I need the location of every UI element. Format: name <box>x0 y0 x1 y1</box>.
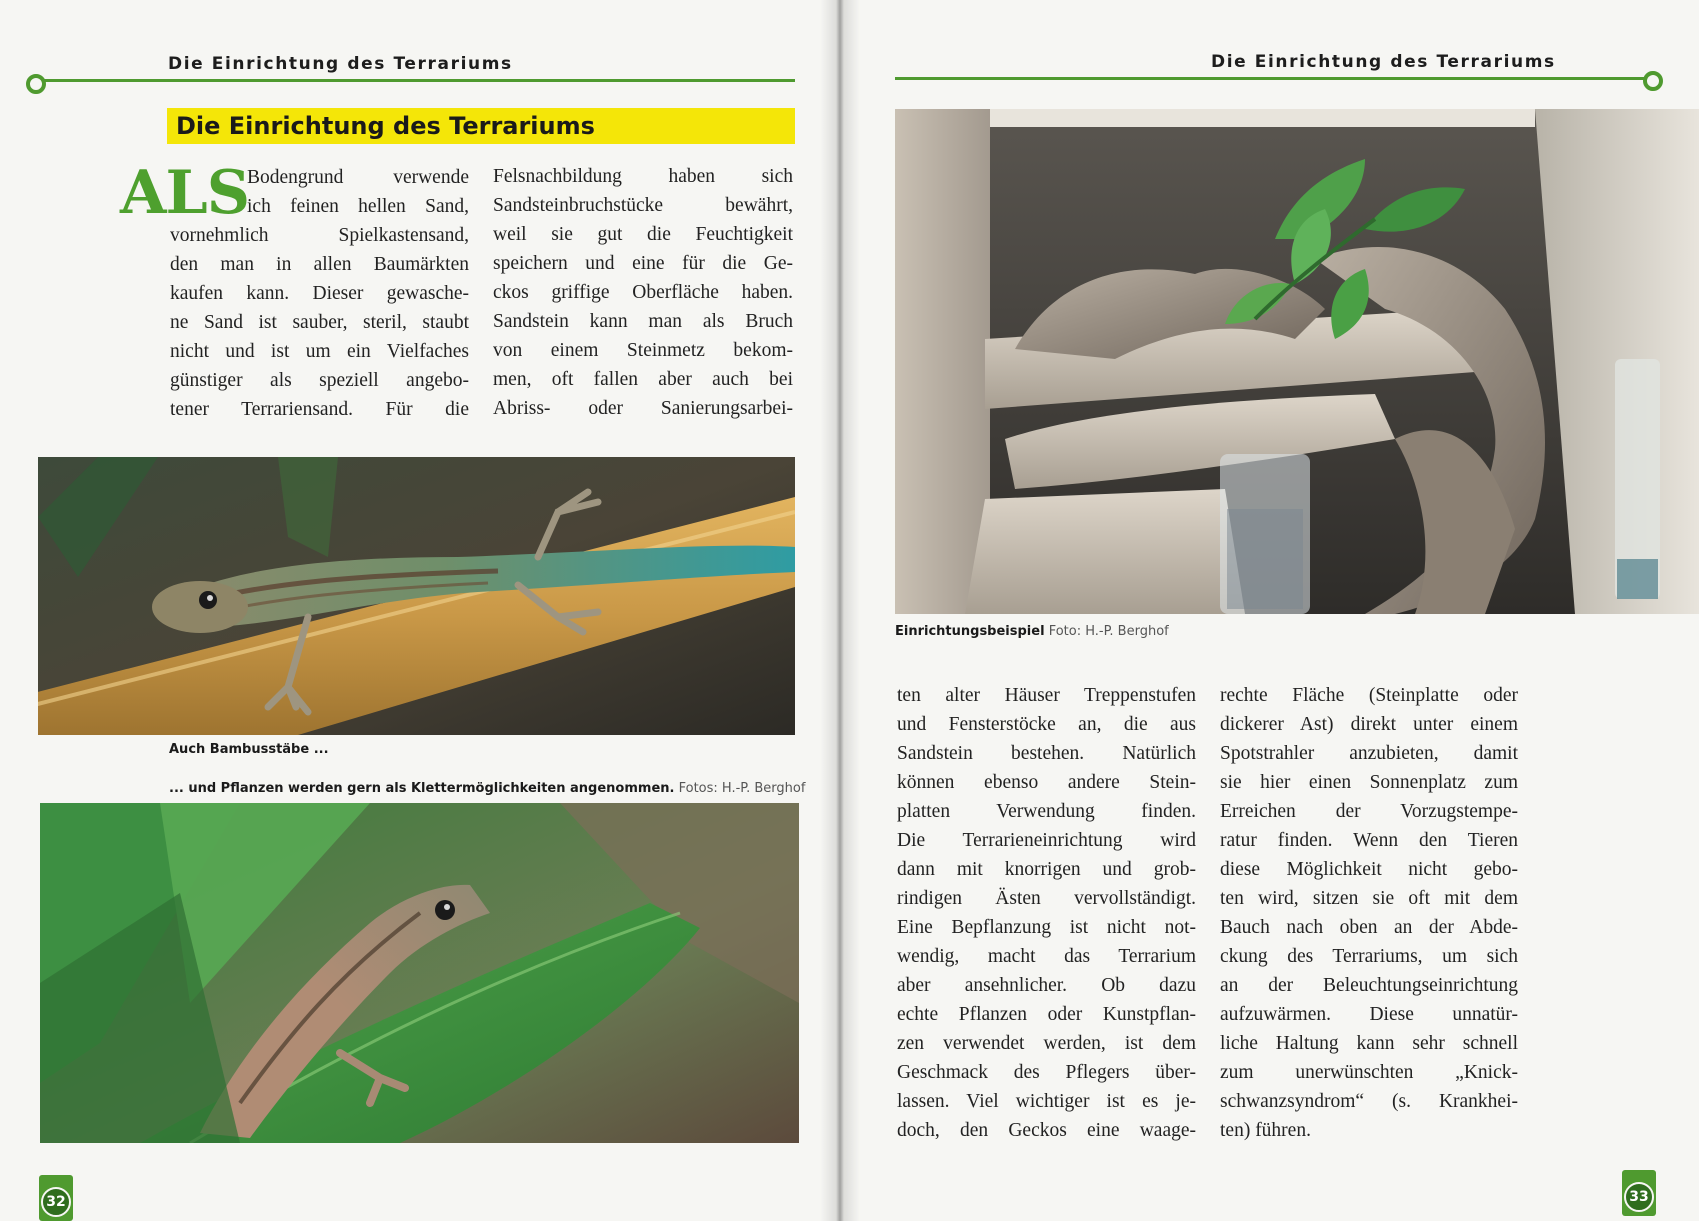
text-line: liche Haltung kann sehr schnell <box>1220 1033 1518 1054</box>
text-line: vornehmlich Spielkastensand, <box>170 225 469 246</box>
text-line: Spotstrahler anzubieten, damit <box>1220 743 1518 764</box>
text-line: Sandstein kann man als Bruch <box>493 311 793 332</box>
text-line: ten wird, sitzen sie oft mit dem <box>1220 888 1518 909</box>
page-number-badge-left <box>39 1175 73 1221</box>
text-line: tener Terrariensand. Für die <box>170 399 469 420</box>
text-line: wendig, macht das Terrarium <box>897 946 1196 967</box>
text-line: ne Sand ist sauber, steril, staubt <box>170 312 469 333</box>
text-line: weil sie gut die Feuchtigkeit <box>493 224 793 245</box>
text-line: rindigen Ästen vervollständigt. <box>897 888 1196 909</box>
text-line: den man in allen Baumärkten <box>170 254 469 275</box>
terrarium-illustration <box>895 109 1699 614</box>
text-line: Sandsteinbruchstücke bewährt, <box>493 195 793 216</box>
text-line: schwanzsyndrom“ (s. Krankhei- <box>1220 1091 1518 1112</box>
text-line: Die Terrarieneinrichtung wird <box>897 830 1196 851</box>
text-line: echte Pflanzen oder Kunstpflan- <box>897 1004 1196 1025</box>
rule-dot-right <box>1643 71 1663 91</box>
text-line: Felsnachbildung haben sich <box>493 166 793 187</box>
caption-terrarium <box>895 624 1169 639</box>
caption-plants-credit: Fotos: H.-P. Berghof <box>678 781 806 796</box>
text-line: Abriss- oder Sanierungsarbei- <box>493 398 793 419</box>
caption-plants-text: ... und Pflanzen werden gern als Klettermöglichkeiten angenommen. <box>169 781 675 796</box>
text-line: Geschmack des Pflegers über- <box>897 1062 1196 1083</box>
text-line: dann mit knorrigen und grob- <box>897 859 1196 880</box>
text-line: von einem Steinmetz bekom- <box>493 340 793 361</box>
running-head-rule-right <box>895 77 1486 80</box>
photo-terrarium-example <box>895 109 1699 614</box>
text-line: ckos griffige Oberfläche haben. <box>493 282 793 303</box>
text-line: doch, den Geckos eine waage- <box>897 1120 1196 1141</box>
text-line: rechte Fläche (Steinplatte oder <box>1220 685 1518 706</box>
text-line: Sandstein bestehen. Natürlich <box>897 743 1196 764</box>
text-line: zen verwendet werden, ist dem <box>897 1033 1196 1054</box>
caption-terrarium-text: Einrichtungsbeispiel <box>895 624 1045 639</box>
text-line: platten Verwendung finden. <box>897 801 1196 822</box>
text-line: diese Möglichkeit nicht gebo- <box>1220 859 1518 880</box>
rule-dot-left <box>26 74 46 94</box>
text-line: men, oft fallen aber auch bei <box>493 369 793 390</box>
page-number-right: 33 <box>1624 1182 1654 1212</box>
section-title: Die Einrichtung des Terrariums <box>167 108 795 144</box>
running-head-left: Die Einrichtung des Terrariums <box>168 54 513 74</box>
text-line: sie hier einen Sonnenplatz zum <box>1220 772 1518 793</box>
drop-cap: ALS <box>120 158 250 228</box>
text-line: ten) führen. <box>1220 1120 1311 1141</box>
text-line: ckung des Terrariums, um sich <box>1220 946 1518 967</box>
text-line: und Fensterstöcke an, die aus <box>897 714 1196 735</box>
text-line: Eine Bepflanzung ist nicht not- <box>897 917 1196 938</box>
text-line: ratur finden. Wenn den Tieren <box>1220 830 1518 851</box>
gecko-leaf-illustration <box>40 803 799 1143</box>
book-gutter <box>820 0 860 1221</box>
text-line: können ebenso andere Stein- <box>897 772 1196 793</box>
text-line: aber ansehnlicher. Ob dazu <box>897 975 1196 996</box>
gecko-bamboo-illustration <box>38 457 795 735</box>
text-line: dickerer Ast) direkt unter einem <box>1220 714 1518 735</box>
text-line: Bodengrund verwende <box>247 167 469 188</box>
running-head-right: Die Einrichtung des Terrariums <box>1211 52 1556 72</box>
text-line: Bauch nach oben an der Abde- <box>1220 917 1518 938</box>
caption-bamboo: Auch Bambusstäbe ... <box>169 742 329 757</box>
text-line: nicht und ist um ein Vielfaches <box>170 341 469 362</box>
page-right <box>838 0 1699 1221</box>
text-line: ich feinen hellen Sand, <box>247 196 469 217</box>
page-number-badge-right <box>1622 1170 1656 1216</box>
text-line: ten alter Häuser Treppenstufen <box>897 685 1196 706</box>
text-line: günstiger als speziell angebo- <box>170 370 469 391</box>
text-line: aufzuwärmen. Diese unnatür- <box>1220 1004 1518 1025</box>
photo-gecko-on-leaf <box>40 803 799 1143</box>
caption-plants <box>169 781 805 796</box>
text-line: zum unerwünschten „Knick- <box>1220 1062 1518 1083</box>
photo-gecko-on-bamboo <box>38 457 795 735</box>
text-line: Erreichen der Vorzugstempe- <box>1220 801 1518 822</box>
running-head-rule-right-end <box>1486 77 1644 80</box>
page-number-left: 32 <box>41 1187 71 1217</box>
text-line: speichern und eine für die Ge- <box>493 253 793 274</box>
text-line: lassen. Viel wichtiger ist es je- <box>897 1091 1196 1112</box>
text-line: kaufen kann. Dieser gewasche- <box>170 283 469 304</box>
running-head-rule-left <box>42 79 795 82</box>
caption-terrarium-credit: Foto: H.-P. Berghof <box>1048 624 1169 639</box>
page-left <box>0 0 838 1221</box>
text-line: an der Beleuchtungseinrichtung <box>1220 975 1518 996</box>
